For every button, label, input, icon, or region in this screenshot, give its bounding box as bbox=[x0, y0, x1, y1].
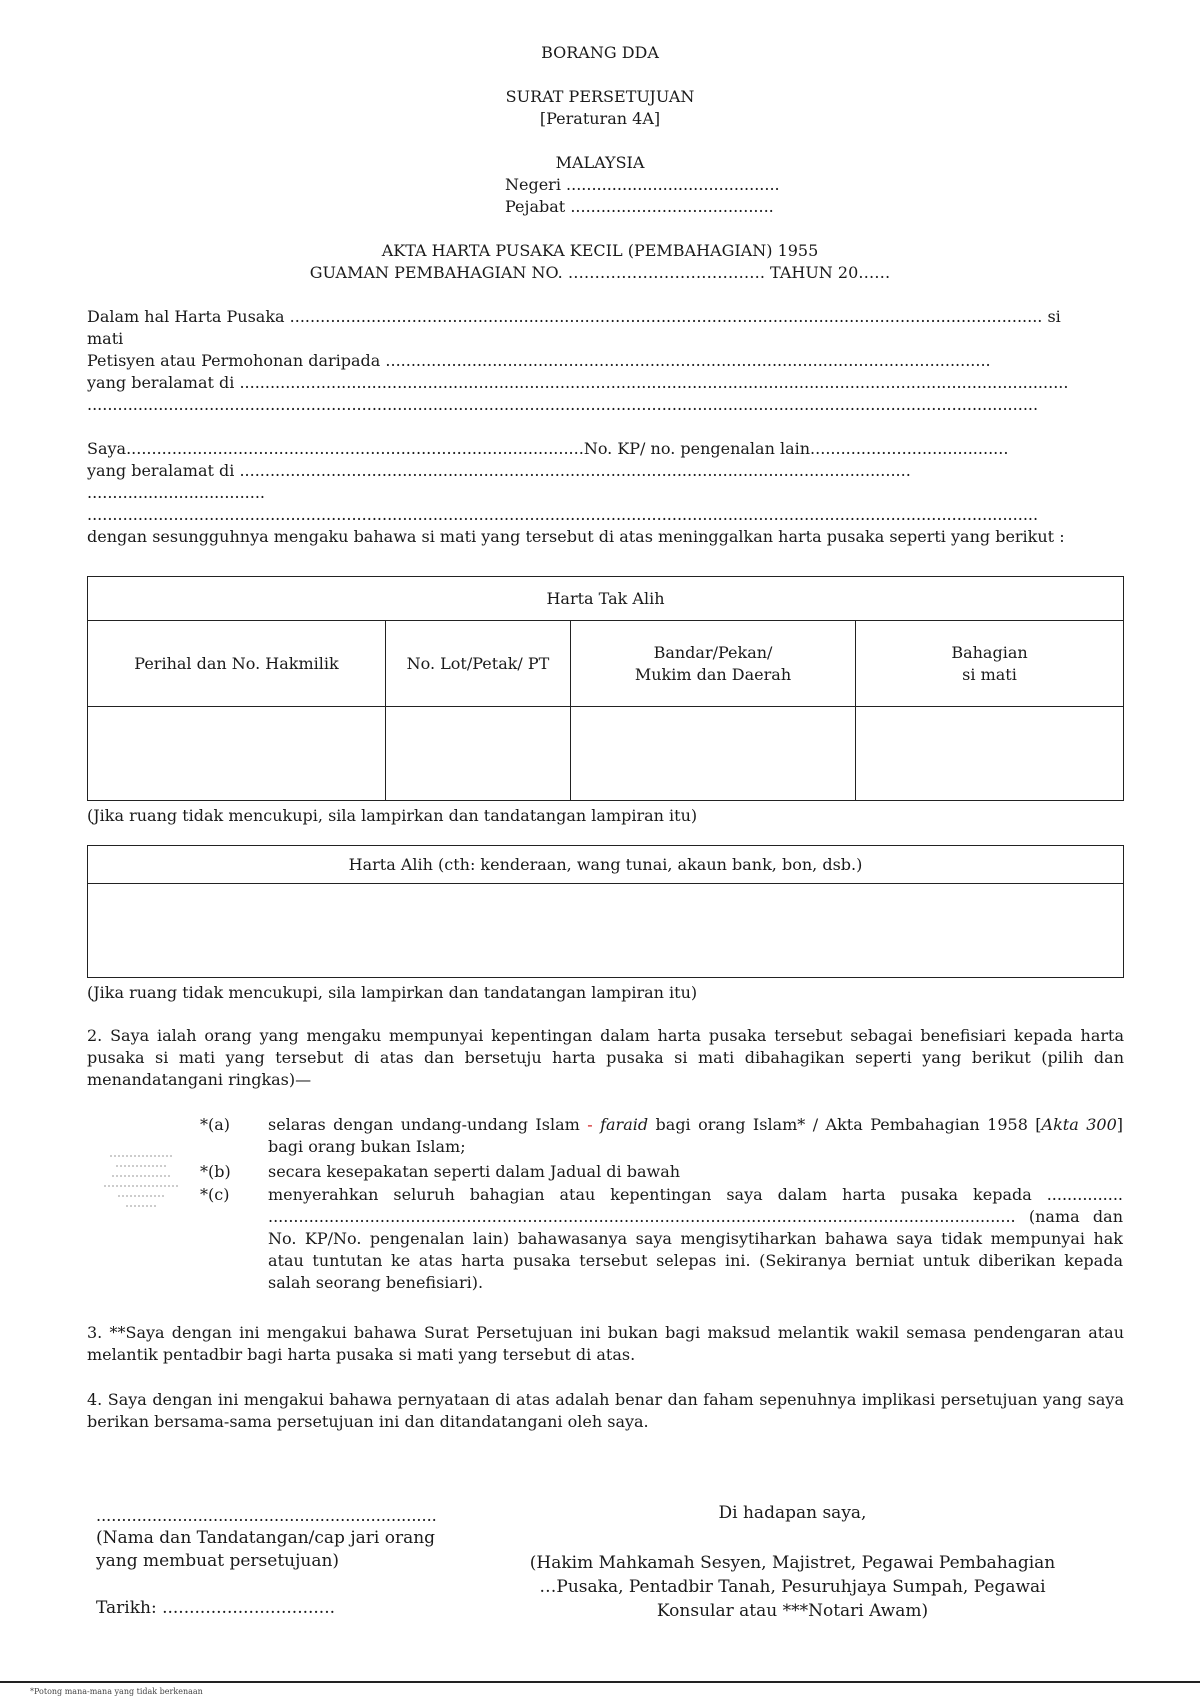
negeri-field: Negeri .......................................... bbox=[505, 175, 780, 194]
faded-stamp bbox=[96, 1150, 186, 1224]
option-b-text: secara kesepakatan seperti dalam Jadual di bawah bbox=[268, 1162, 681, 1181]
witness-title-line: …Pusaka, Pentadbir Tanah, Pesuruhjaya Sumpah, Pegawai bbox=[539, 1577, 1046, 1597]
stamp-scribble-icon bbox=[96, 1150, 186, 1220]
attachment-note: (Jika ruang tidak mencukupi, sila lampirkan dan tandatangan lampiran itu) bbox=[87, 983, 698, 1002]
declarant-address-cont-2: ........................................................................................................................................................................................... bbox=[87, 505, 1039, 524]
option-c-text: menyerahkan seluruh bahagian atau kepentingan saya dalam harta pusaka kepada ............... ................................................................................................................................................... (nama dan No. KP/No. pengenalan lain) bahawasanya saya mengisytiharkan bahawa saya tidak mempunyai hak atau tuntutan ke atas harta pusaka tersebut selepas ini. (Sekiranya berniat untuk diberikan kepada salah seorang benefisiari). bbox=[268, 1185, 1123, 1292]
form-code: BORANG DDA bbox=[541, 43, 659, 62]
table-cell[interactable] bbox=[88, 884, 1124, 978]
table-cell[interactable] bbox=[571, 707, 856, 801]
declaration-text: dengan sesungguhnya mengaku bahawa si mati yang tersebut di atas meninggalkan harta pusaka seperti yang berikut : bbox=[87, 527, 1065, 546]
pejabat-field: Pejabat ........................................ bbox=[505, 197, 774, 216]
column-header: Perihal dan No. Hakmilik bbox=[88, 621, 386, 707]
footer-divider bbox=[0, 1681, 1200, 1683]
witness-title-line: Konsular atau ***Notari Awam) bbox=[656, 1601, 929, 1621]
estate-line: Dalam hal Harta Pusaka .................................................................................................................................................... si bbox=[87, 307, 1061, 326]
declarant-name-line: Saya..........................................................................................No. KP/ no. pengenalan lain....................................... bbox=[87, 439, 1009, 458]
address-line-cont: ........................................................................................................................................................................................... bbox=[87, 395, 1039, 414]
footer-note: *Potong mana-mana yang tidak berkenaan bbox=[30, 1687, 203, 1696]
address-line: yang beralamat di ................................................................................................................................................................... bbox=[87, 373, 1069, 392]
declarant-address-cont: ................................... bbox=[87, 483, 266, 502]
attachment-note: (Jika ruang tidak mencukupi, sila lampirkan dan tandatangan lampiran itu) bbox=[87, 806, 698, 825]
declarant-address-line: yang beralamat di .................................................................................................................................... bbox=[87, 461, 911, 480]
paragraph-4: 4. Saya dengan ini mengakui bahawa pernyataan di atas adalah benar dan faham sepenuhnya implikasi persetujuan yang saya berikan bersama-sama persetujuan ini dan ditandatangani oleh saya. bbox=[87, 1390, 1124, 1431]
date-field[interactable]: Tarikh: ................................ bbox=[96, 1598, 336, 1618]
signature-label: (Nama dan Tandatangan/cap jari orang bbox=[96, 1528, 436, 1548]
signature-label-cont: yang membuat persetujuan) bbox=[96, 1551, 340, 1571]
column-header: Bandar/Pekan/ Mukim dan Daerah bbox=[571, 621, 856, 707]
signature-line[interactable]: ................................................................... bbox=[96, 1506, 437, 1525]
column-header: No. Lot/Petak/ PT bbox=[386, 621, 571, 707]
petition-line: Petisyen atau Permohonan daripada ....................................................................................................................... bbox=[87, 351, 991, 370]
option-a-marker: *(a) bbox=[200, 1115, 231, 1134]
immovable-table-title: Harta Tak Alih bbox=[88, 577, 1124, 621]
column-header: Bahagian si mati bbox=[856, 621, 1124, 707]
table-cell[interactable] bbox=[386, 707, 571, 801]
regulation-ref: [Peraturan 4A] bbox=[539, 109, 661, 128]
immovable-property-table bbox=[87, 576, 1124, 801]
country-label: MALAYSIA bbox=[555, 153, 645, 172]
witness-title-line: (Hakim Mahkamah Sesyen, Majistret, Pegawai Pembahagian bbox=[529, 1553, 1056, 1573]
option-c-marker: *(c) bbox=[200, 1185, 230, 1204]
table-cell[interactable] bbox=[88, 707, 386, 801]
paragraph-2: 2. Saya ialah orang yang mengaku mempunyai kepentingan dalam harta pusaka tersebut sebagai benefisiari kepada harta pusaka si mati yang tersebut di atas dan bersetuju harta pusaka si mati dibahagikan seperti yang berikut (pilih dan menandatangani ringkas)— bbox=[87, 1026, 1124, 1089]
paragraph-3: 3. **Saya dengan ini mengakui bahawa Surat Persetujuan ini bukan bagi maksud melantik wakil semasa pendengaran atau melantik pentadbir bagi harta pusaka si mati yang tersebut di atas. bbox=[87, 1323, 1124, 1364]
option-b-marker: *(b) bbox=[200, 1162, 231, 1181]
movable-table-title: Harta Alih (cth: kenderaan, wang tunai, akaun bank, bon, dsb.) bbox=[88, 846, 1124, 884]
witness-heading: Di hadapan saya, bbox=[718, 1503, 867, 1523]
table-cell[interactable] bbox=[856, 707, 1124, 801]
case-number: GUAMAN PEMBAHAGIAN NO. ………………………………. TAHUN 20…… bbox=[309, 263, 891, 282]
movable-property-table bbox=[87, 845, 1124, 978]
estate-line-cont: mati bbox=[87, 329, 124, 348]
act-title: AKTA HARTA PUSAKA KECIL (PEMBAHAGIAN) 1955 bbox=[381, 241, 819, 260]
form-title: SURAT PERSETUJUAN bbox=[505, 87, 695, 106]
option-a-text: selaras dengan undang-undang Islam - faraid bagi orang Islam* / Akta Pembahagian 1958 [Akta 300] bagi orang bukan Islam; bbox=[268, 1115, 1123, 1156]
